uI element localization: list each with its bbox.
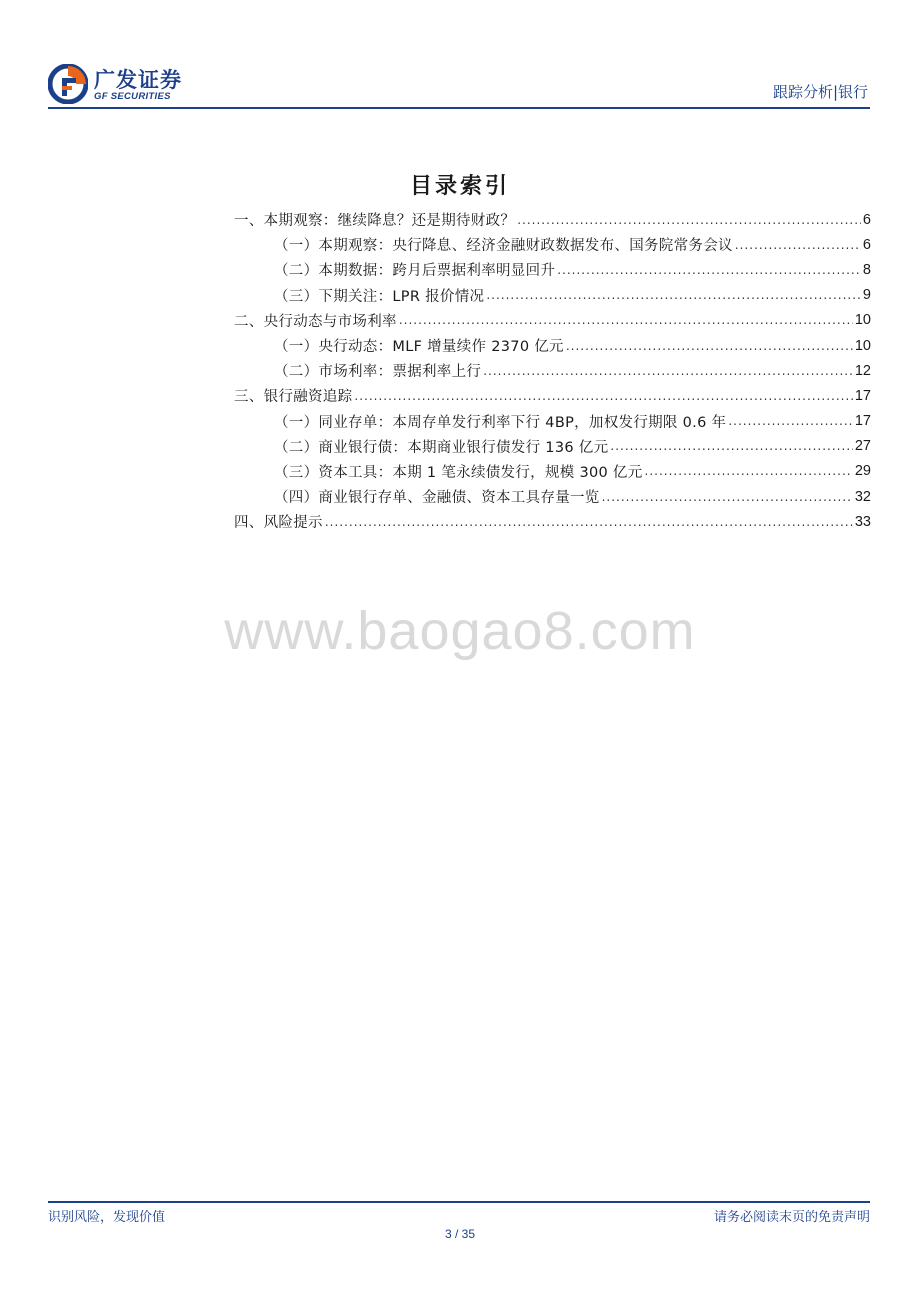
toc-leader-dots [735,236,861,254]
toc-entry-page: 8 [862,261,871,278]
toc-entry[interactable] [234,232,871,257]
report-category: 跟踪分析|银行 [772,83,868,101]
header-divider [48,107,870,109]
toc-entry[interactable] [234,409,871,434]
toc-entry[interactable] [234,434,871,459]
toc-entry[interactable] [234,333,871,358]
toc-entry[interactable] [234,257,871,282]
toc-leader-dots [610,437,852,455]
toc-entry-title: （二）市场利率：票据利率上行 [274,364,482,381]
footer-disclaimer: 请务必阅读末页的免责声明 [713,1210,870,1225]
toc-leader-dots [602,488,853,506]
toc-leader-dots [486,286,861,304]
toc-entry-page: 10 [854,312,871,329]
toc-leader-dots [483,362,853,380]
logo-english-text: GF SECURITIES [94,91,171,102]
toc-entry-page: 9 [862,287,871,304]
toc-entry[interactable] [234,509,871,534]
toc-entry-title: 三、银行融资追踪 [234,389,353,406]
gf-securities-logo [48,62,198,106]
toc-entry-page: 17 [854,387,871,404]
toc-entry-title: 一、本期观察：继续降息？还是期待财政？ [234,213,516,230]
toc-entry[interactable] [234,358,871,383]
toc-entry-page: 27 [854,438,871,455]
toc-entry-title: （二）本期数据：跨月后票据利率明显回升 [274,263,556,280]
toc-entry[interactable] [234,484,871,509]
page-number: 3 / 35 [444,1227,476,1241]
toc-leader-dots [645,462,853,480]
footer-divider [48,1201,870,1203]
toc-entry-title: （一）同业存单：本周存单发行利率下行 4BP，加权发行期限 0.6 年 [274,414,727,431]
toc-entry-title: 四、风险提示 [234,515,323,532]
toc-entry-title: 二、央行动态与市场利率 [234,313,397,330]
toc-entry-page: 12 [854,362,871,379]
toc-entry-title: （三）下期关注：LPR 报价情况 [274,288,485,305]
toc-entry[interactable] [234,459,871,484]
toc-entry-page: 10 [854,337,871,354]
toc-leader-dots [517,211,861,229]
footer-slogan: 识别风险，发现价值 [48,1210,166,1225]
toc-entry-page: 29 [854,463,871,480]
toc-entry[interactable] [234,383,871,408]
toc-entry-title: （三）资本工具：本期 1 笔永续债发行，规模 300 亿元 [274,464,643,481]
toc-entry[interactable] [234,207,871,232]
toc-leader-dots [728,412,853,430]
page-header [48,62,870,106]
toc-entry-title: （四）商业银行存单、金融债、资本工具存量一览 [274,490,600,507]
table-of-contents [234,207,871,534]
toc-entry-title: （一）央行动态：MLF 增量续作 2370 亿元 [274,339,564,356]
toc-entry-page: 33 [854,513,871,530]
toc-title: 目录索引 [409,173,510,199]
toc-entry-page: 6 [862,236,871,253]
toc-entry[interactable] [234,283,871,308]
toc-entry-page: 32 [854,488,871,505]
toc-leader-dots [399,311,853,329]
toc-leader-dots [566,337,853,355]
toc-entry-title: （二）商业银行债：本期商业银行债发行 136 亿元 [274,439,609,456]
toc-entry[interactable] [234,308,871,333]
toc-entry-title: （一）本期观察：央行降息、经济金融财政数据发布、国务院常务会议 [274,238,733,255]
logo-chinese-text: 广发证券 [94,68,182,92]
toc-entry-page: 6 [862,211,871,228]
toc-leader-dots [557,261,861,279]
watermark: www.baogao8.com [224,601,696,661]
gf-logo-icon [48,64,88,104]
toc-entry-page: 17 [854,413,871,430]
toc-leader-dots [325,513,853,531]
toc-leader-dots [354,387,852,405]
